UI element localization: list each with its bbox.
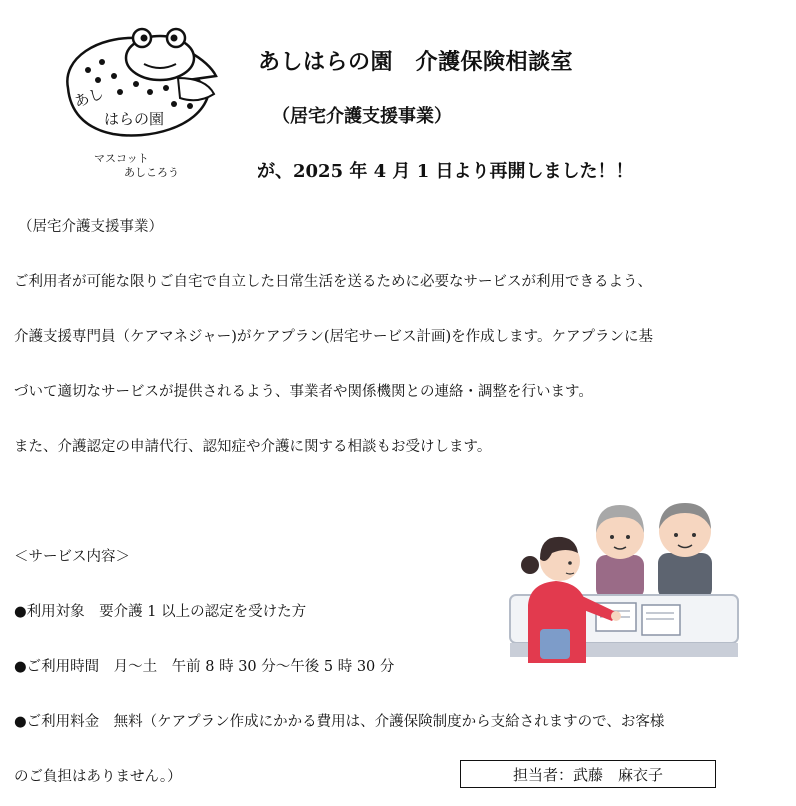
care-consultation-icon	[500, 495, 745, 665]
mascot-caption-line2: あしころう	[124, 166, 179, 179]
contact-person-label: 担当者：武藤 麻衣子	[512, 765, 663, 784]
section-label: （居宅介護支援事業）	[18, 219, 163, 235]
announcement: が、2025 年 4 月 1 日より再開しました！！	[257, 161, 634, 182]
services-heading: ＜サービス内容＞	[14, 549, 130, 565]
page-subtitle: （居宅介護支援事業）	[272, 106, 452, 127]
frog-mascot-icon	[58, 18, 220, 146]
mascot-caption-line1: マスコット	[94, 152, 149, 165]
mascot-logo	[58, 18, 220, 146]
page-title: あしはらの園 介護保険相談室	[258, 49, 574, 75]
intro-line-3: づいて適切なサービスが提供されるよう、事業者や関係機関との連絡・調整を行います。	[14, 384, 593, 400]
service-hours: ●ご利用時間 月～土 午前 8 時 30 分～午後 5 時 30 分	[14, 659, 395, 675]
svg-text:はらの園: はらの園	[104, 110, 165, 128]
service-fee-line-2: のご負担はありません。）	[14, 769, 182, 785]
contact-person-box	[460, 760, 716, 788]
svg-text:あし: あし	[71, 83, 107, 112]
consultation-illustration	[500, 495, 745, 665]
service-target: ●利用対象 要介護 1 以上の認定を受けた方	[14, 604, 307, 620]
intro-line-1: ご利用者が可能な限りご自宅で自立した日常生活を送るために必要なサービスが利用できるよう、	[14, 274, 652, 290]
service-fee-line-1: ●ご利用料金 無料（ケアプラン作成にかかる費用は、介護保険制度から支給されますので、お客様	[14, 714, 665, 730]
intro-line-2: 介護支援専門員（ケアマネジャー)がケアプラン(居宅サービス計画)を作成します。ケアプランに基	[14, 329, 654, 345]
intro-line-4: また、介護認定の申請代行、認知症や介護に関する相談もお受けします。	[14, 439, 492, 455]
